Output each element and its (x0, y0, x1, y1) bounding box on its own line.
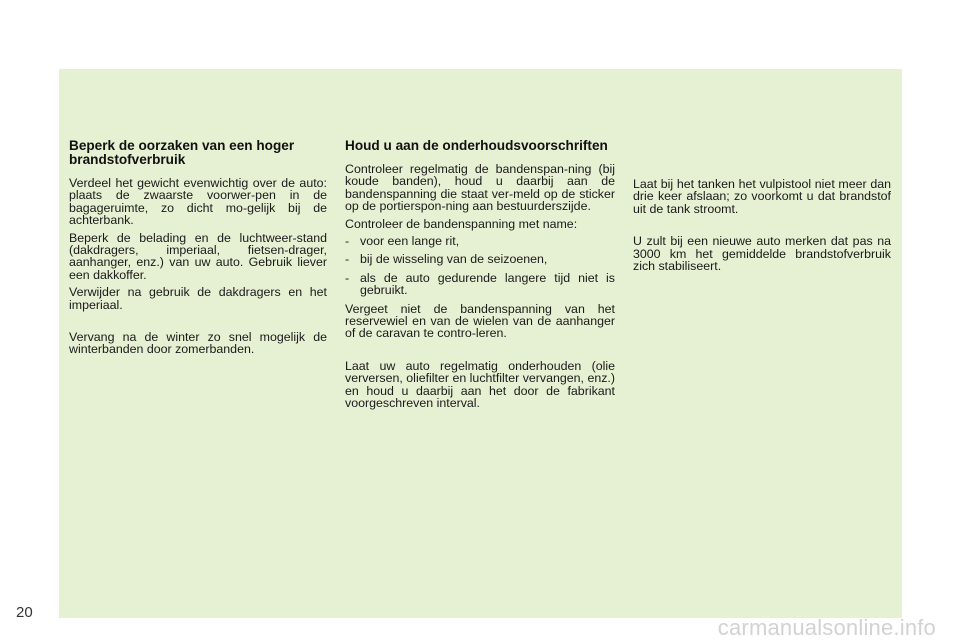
list-item-text: voor een lange rit, (360, 234, 460, 249)
heading-maintenance: Houd u aan de onderhoudsvoorschriften (345, 138, 608, 153)
column-tips (633, 178, 891, 277)
list-dash: - (345, 270, 350, 285)
column-fuel-consumption (69, 139, 327, 361)
paragraph-new-car: U zult bij een nieuwe auto merken dat pas na 3000 km het gemiddelde brandstofverbruik zich stabiliseert. (633, 234, 891, 274)
paragraph-winter-tyres: Vervang na de winter zo snel mogelijk de winterbanden door zomerbanden. (69, 330, 327, 357)
list-item (345, 272, 615, 297)
list-item (345, 253, 615, 265)
column-maintenance (345, 139, 615, 415)
paragraph-tyre-pressure: Controleer regelmatig de bandenspan-ning (bij koude banden), houd u daarbij aan de bandenspanning die staat ver-meld op de sticker op de portierspon-ning aan bestuurderszijde. (345, 162, 615, 214)
paragraph-refuel: Laat bij het tanken het vulpistool niet meer dan drie keer afslaan; zo voorkomt u dat brandstof uit de tank stroomt. (633, 177, 891, 216)
check-list (345, 235, 615, 297)
watermark: carmanualsonline.info (717, 615, 936, 640)
paragraph-roof-racks: Verwijder na gebruik de dakdragers en het imperiaal. (69, 285, 327, 312)
paragraph-service: Laat uw auto regelmatig onderhouden (olie verversen, oliefilter en luchtfilter vervangen, enz.) en houd u daarbij aan het door de fabrikant voorgeschreven interval. (345, 358, 615, 411)
paragraph-spare-wheel: Vergeet niet de bandenspanning van het reservewiel en van de wielen van de aanhanger of de caravan te contro-leren. (345, 301, 615, 341)
heading-reduce-consumption: Beperk de oorzaken van een hoger brandstofverbruik (69, 138, 295, 167)
paragraph-check-intro: Controleer de bandenspanning met name: (345, 216, 578, 231)
paragraph-weight: Verdeel het gewicht evenwichtig over de auto: plaats de zwaarste voorwer-pen in de bagageruimte, zo dicht mo-gelijk bij de achterbank. (69, 176, 327, 228)
paragraph-load: Beperk de belading en de luchtweer-stand (dakdragers, imperiaal, fietsen-drager, aanhanger, enz.) van uw auto. Gebruik liever een dakkoffer. (69, 230, 327, 282)
list-dash: - (345, 234, 350, 249)
list-item (345, 235, 615, 247)
list-item-text: bij de wisseling van de seizoenen, (360, 252, 548, 267)
page-number: 20 (16, 604, 33, 621)
list-item-text: als de auto gedurende langere tijd niet is gebruikt. (360, 270, 615, 298)
list-dash: - (345, 252, 350, 267)
